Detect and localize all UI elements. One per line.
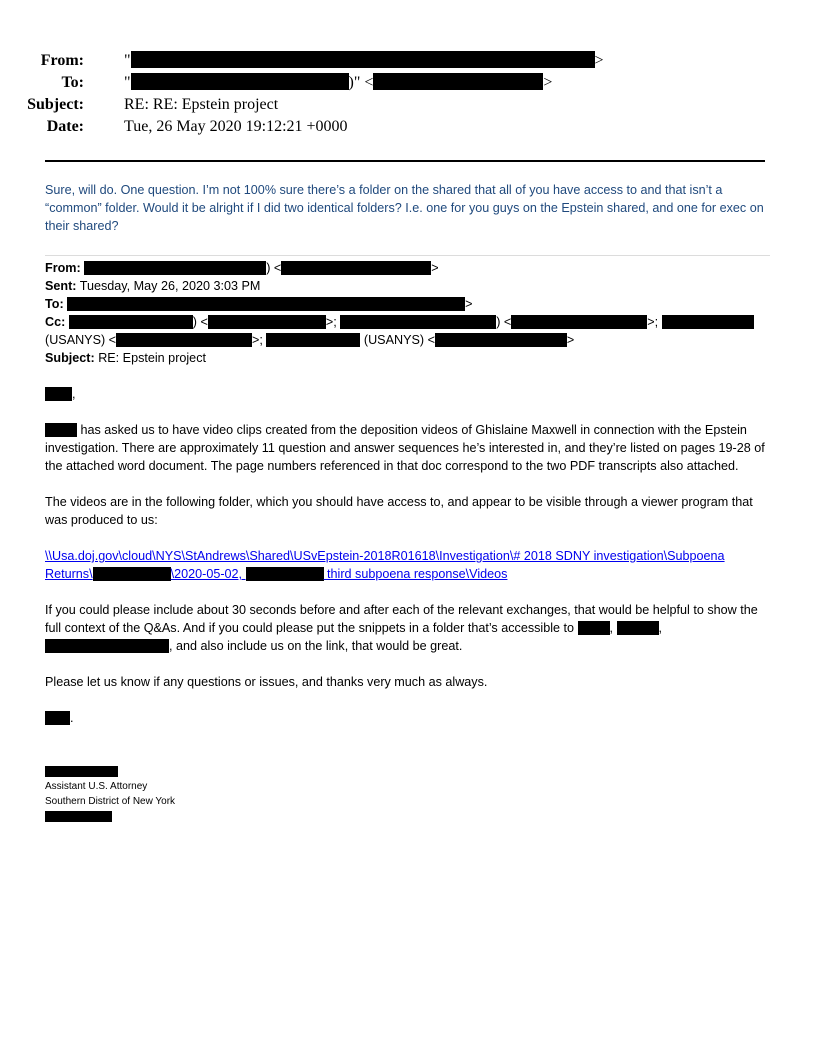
folder-link[interactable]: \\Usa.doj.gov\cloud\NYS\StAndrews\Shared\USvEpstein-2018R01618\Investigation\# 2018 SDNY investigation\Subpoena Returns\ \2020-05-02, third subpoena response\Videos xyxy=(45,549,725,581)
quoted-from-row: From: ) < > xyxy=(45,261,439,275)
redaction xyxy=(45,639,169,653)
quoted-subject-row xyxy=(45,349,773,367)
reply-body: Sure, will do. One question. I’m not 100% sure there’s a folder on the shared that all of you have access to and that isn’t a “common” folder. Would it be alright if I did two identical folders? I.e. one for you guys on the Epstein shared, and one for exec on their shared? xyxy=(45,183,764,233)
paragraph-2: The videos are in the following folder, which you should have access to, and appear to be visible through a viewer program that was produced to us: xyxy=(45,495,753,527)
header-subject-row xyxy=(0,96,780,118)
subject-label: Subject: xyxy=(27,96,84,113)
redaction xyxy=(69,315,193,329)
signature-phone xyxy=(45,809,175,824)
header-from-row xyxy=(0,52,780,74)
redaction xyxy=(45,387,72,401)
quoted-message xyxy=(45,259,773,745)
quoted-divider xyxy=(45,255,770,256)
redaction xyxy=(435,333,567,347)
header-divider xyxy=(45,160,765,162)
signature-title: Assistant U.S. Attorney xyxy=(45,781,148,792)
greeting: , xyxy=(45,385,773,403)
signature-block xyxy=(45,764,175,824)
email-header xyxy=(0,52,780,140)
header-date-row xyxy=(0,118,780,140)
quoted-cc-row-2: (USANYS) < >; (USANYS) < > xyxy=(45,333,575,347)
redaction xyxy=(84,261,266,275)
paragraph-3: If you could please include about 30 seconds before and after each of the relevant exchanges, that would be helpful to show the full context of the Q&As. And if you could please put the snippets in a folder that’s accessible to , , , and also include us on the link, that would be great. xyxy=(45,603,758,653)
quoted-subject-label: Subject: xyxy=(45,351,95,365)
paragraph-1: has asked us to have video clips created from the deposition videos of Ghislaine Maxwell in connection with the Epstein investigation. There are approximately 11 question and answer sequences he’s interested in, and they’re listed on pages 19-28 of the attached word document. The page numbers referenced in that doc correspond to the two PDF transcripts also attached. xyxy=(45,423,765,473)
redaction xyxy=(208,315,326,329)
redaction xyxy=(45,423,77,437)
paragraph-4: Please let us know if any questions or issues, and thanks very much as always. xyxy=(45,675,488,689)
redaction xyxy=(45,766,118,777)
redaction xyxy=(131,73,349,90)
quoted-cc-label: Cc: xyxy=(45,315,66,329)
redaction xyxy=(45,711,70,725)
quoted-sent-label: Sent: xyxy=(45,279,77,293)
redaction xyxy=(131,51,595,68)
to-label: To: xyxy=(61,74,84,91)
signoff: . xyxy=(45,709,773,727)
redaction xyxy=(93,567,171,581)
to-value: " )" < > xyxy=(124,74,553,91)
subject-value: RE: RE: Epstein project xyxy=(124,96,279,113)
quoted-sent-row xyxy=(45,277,773,295)
redaction xyxy=(45,811,112,822)
redaction xyxy=(67,297,465,311)
date-label: Date: xyxy=(46,118,84,135)
from-value: " > xyxy=(124,52,604,69)
redaction xyxy=(617,621,659,635)
redaction xyxy=(116,333,252,347)
quoted-subject-value: RE: Epstein project xyxy=(98,351,206,365)
header-to-row xyxy=(0,74,780,96)
redaction xyxy=(373,73,543,90)
date-value: Tue, 26 May 2020 19:12:21 +0000 xyxy=(124,118,348,135)
redaction xyxy=(511,315,647,329)
redaction xyxy=(662,315,754,329)
signature-office: Southern District of New York xyxy=(45,796,176,807)
signature-name xyxy=(45,764,175,779)
redaction xyxy=(578,621,610,635)
redaction xyxy=(246,567,324,581)
redaction xyxy=(266,333,360,347)
quoted-from-label: From: xyxy=(45,261,81,275)
quoted-cc-row: Cc: ) < >; ) < >; xyxy=(45,313,773,331)
redaction xyxy=(281,261,431,275)
quoted-to-row: To: > xyxy=(45,297,473,311)
quoted-to-label: To: xyxy=(45,297,64,311)
quoted-sent-value: Tuesday, May 26, 2020 3:03 PM xyxy=(79,279,261,293)
from-label: From: xyxy=(40,52,84,69)
redaction xyxy=(340,315,496,329)
